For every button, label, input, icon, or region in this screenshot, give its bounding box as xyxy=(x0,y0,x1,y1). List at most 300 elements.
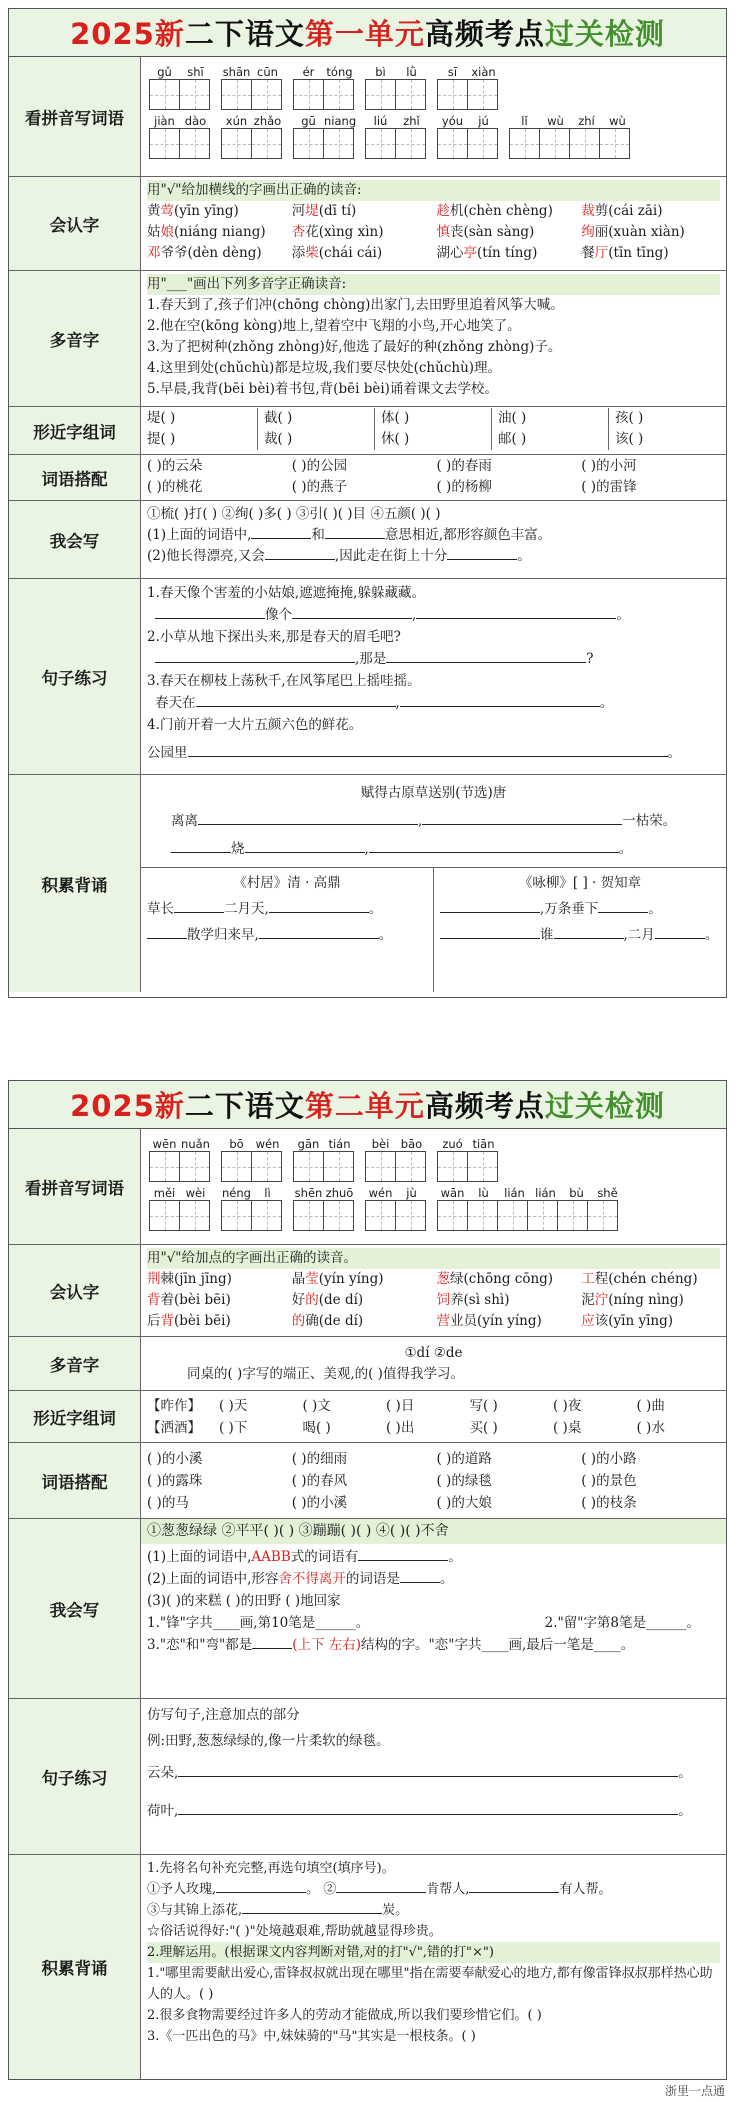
writing-boxes xyxy=(293,1151,355,1182)
collocation-cell: ( )的雷锋 xyxy=(581,479,637,495)
answer-blank[interactable] xyxy=(155,618,265,619)
tianzige-box[interactable] xyxy=(251,128,282,159)
tianzige-box[interactable] xyxy=(323,128,354,159)
answer-blank[interactable] xyxy=(422,824,622,825)
polyphone-section xyxy=(9,1337,726,1391)
answer-blank[interactable] xyxy=(242,1913,382,1914)
answer-blank[interactable] xyxy=(198,824,418,825)
reading-options[interactable]: (de dí) xyxy=(318,1292,364,1308)
tianzige-box[interactable] xyxy=(149,128,180,159)
text: 离离 xyxy=(171,813,198,829)
pinyin-word xyxy=(365,1186,427,1231)
recognize-item xyxy=(147,1269,286,1290)
collocation-cell: ( )的细雨 xyxy=(291,1450,348,1467)
sentence-answer: 荷叶, 。 xyxy=(147,1803,692,1819)
tianzige-box[interactable] xyxy=(365,79,396,110)
collocation-row-2 xyxy=(147,477,720,498)
similar-cell: ( )文 xyxy=(302,1397,331,1414)
recite-line: ☆俗话说得好:"( )"处境越艰难,帮助就越显得珍贵。 xyxy=(147,1924,442,1939)
reading-options[interactable]: 花(xìng xìn) xyxy=(305,224,384,240)
text: ,万条垂下 xyxy=(540,901,599,917)
pinyin-syllable: wān xyxy=(440,1186,465,1200)
title-test: 过关检测 xyxy=(544,17,665,51)
judge-item: 1."哪里需要献出爱心,雷锋叔叔就出现在哪里"指在需要奉献爱心的地方,都有像雷锋叔叔那样热心助人的人。( ) xyxy=(147,1966,713,2002)
pinyin-syllable: sī xyxy=(447,65,458,79)
unit1-worksheet xyxy=(8,8,727,998)
tianzige-box[interactable] xyxy=(149,1151,180,1182)
tianzige-box[interactable] xyxy=(179,1151,210,1182)
target-char: 慎 xyxy=(436,224,450,240)
pinyin-word xyxy=(149,114,211,159)
text: 荷叶, xyxy=(147,1803,179,1819)
answer-blank[interactable] xyxy=(400,1582,440,1583)
pinyin-syllable: yóu xyxy=(441,114,464,128)
tianzige-box[interactable] xyxy=(149,1200,180,1231)
collocation-cell: ( )的枝条 xyxy=(581,1494,637,1511)
reading-options[interactable]: 确(de dí) xyxy=(305,1313,364,1329)
sentence-answer: ,那是 ? xyxy=(147,648,720,670)
pinyin-syllable: jù xyxy=(406,1186,417,1200)
reading-options[interactable]: (niáng niang) xyxy=(174,224,266,240)
answer-blank[interactable] xyxy=(251,538,311,539)
writing-boxes xyxy=(221,1200,283,1231)
section-label: 句子练习 xyxy=(9,579,141,774)
answer-blank[interactable] xyxy=(447,559,517,560)
collocation-cell: ( )的春雨 xyxy=(436,458,492,474)
text: 2."留"字第8笔是______。 xyxy=(544,1615,700,1631)
pinyin-word xyxy=(149,1186,211,1231)
collocation-section xyxy=(9,1443,726,1519)
sentence-example: 3.春天在柳枝上荡秋千,在风筝尾巴上摇哇摇。 xyxy=(147,673,421,689)
answer-blank[interactable] xyxy=(155,662,355,663)
section-label: 积累背诵 xyxy=(9,775,141,992)
reading-options[interactable]: 养(sì shì) xyxy=(450,1292,510,1308)
recognize-item xyxy=(292,1311,431,1332)
pinyin-text xyxy=(437,1186,623,1200)
answer-blank[interactable] xyxy=(147,938,187,939)
similar-cell: 该( ) xyxy=(615,431,644,447)
target-char: 莺 xyxy=(160,203,174,219)
pinyin-syllable: jú xyxy=(478,114,489,128)
writing-boxes xyxy=(149,128,211,159)
recognize-item xyxy=(292,201,431,222)
collocation-section xyxy=(9,455,726,501)
section-label: 形近字组词 xyxy=(9,407,141,454)
similar-cell: 堤( ) xyxy=(141,408,258,429)
similar-cell: ( )水 xyxy=(636,1419,665,1436)
tianzige-box[interactable] xyxy=(221,1151,252,1182)
answer-blank[interactable] xyxy=(178,1814,678,1815)
target-char: 亭 xyxy=(463,245,477,261)
reading-options[interactable]: 着(bèi bēi) xyxy=(160,1292,231,1308)
collocation-cell: ( )的桃花 xyxy=(147,479,203,495)
tianzige-box[interactable] xyxy=(527,1200,558,1231)
target-char: 应 xyxy=(581,1313,595,1329)
text: 河 xyxy=(291,203,306,219)
tianzige-box[interactable] xyxy=(509,128,540,159)
pinyin-syllable: wù xyxy=(609,114,626,128)
write-section xyxy=(9,1519,726,1699)
write-q5 xyxy=(147,1634,720,1656)
answer-blank[interactable] xyxy=(196,706,396,707)
text: 餐 xyxy=(581,245,595,261)
unit2-worksheet xyxy=(8,1080,727,2080)
tianzige-box[interactable] xyxy=(365,1200,396,1231)
target-char: 饲 xyxy=(436,1292,450,1308)
similar-cell: ( )夜 xyxy=(553,1397,582,1414)
similar-cell: ( )桌 xyxy=(553,1419,582,1436)
pinyin-word xyxy=(437,65,499,110)
pinyin-syllable: zhuō xyxy=(325,1186,354,1200)
polyphone-item: 2.他在空(kōng kòng)地上,望着空中飞翔的小鸟,开心地笑了。 xyxy=(147,318,521,334)
tianzige-box[interactable] xyxy=(599,128,630,159)
pinyin-syllable: ér xyxy=(302,65,315,79)
reading-options[interactable]: (bèi bēi) xyxy=(174,1313,231,1329)
reading-options[interactable]: 棘(jīn jīng) xyxy=(160,1271,232,1287)
title-topic: 高频考点 xyxy=(424,1089,545,1123)
pinyin-syllable: bù xyxy=(569,1186,584,1200)
pinyin-text xyxy=(437,114,499,128)
poem-title: 赋得古原草送别(节选)唐 xyxy=(360,785,507,801)
reading-options[interactable]: (chái cái) xyxy=(318,245,383,261)
reading-options[interactable]: 爷爷(dèn dèng) xyxy=(160,245,262,261)
tianzige-box[interactable] xyxy=(221,79,252,110)
tianzige-box[interactable] xyxy=(323,79,354,110)
collocation-row-1 xyxy=(147,456,720,477)
similar-cell: 写( ) xyxy=(469,1397,498,1414)
pinyin-syllable: wén xyxy=(368,1186,393,1200)
tianzige-box[interactable] xyxy=(539,128,570,159)
pinyin-word xyxy=(365,114,427,159)
tianzige-box[interactable] xyxy=(293,1200,324,1231)
reading-options[interactable]: (níng nìng) xyxy=(608,1292,684,1308)
text: 姑 xyxy=(147,224,161,240)
text: 肯帮人, xyxy=(426,1882,470,1897)
target-char: 的 xyxy=(305,1292,319,1308)
pinyin-text xyxy=(149,1137,211,1151)
writing-boxes xyxy=(149,1151,211,1182)
reading-options[interactable]: 程(chén chéng) xyxy=(594,1271,698,1287)
answer-blank[interactable] xyxy=(369,852,619,853)
pinyin-syllable: lù xyxy=(478,1186,489,1200)
reading-options[interactable]: (tín tíng) xyxy=(477,245,538,261)
recognize-item xyxy=(292,1290,431,1311)
writing-boxes xyxy=(365,1151,427,1182)
pinyin-text xyxy=(437,1137,499,1151)
text: 一枯荣。 xyxy=(622,813,677,829)
title-grade: 二下语文 xyxy=(184,1089,305,1123)
answer-blank[interactable] xyxy=(292,618,412,619)
polyphone-item: 5.早晨,我背(bēi bèi)着书包,背(bēi bèi)诵着课文去学校。 xyxy=(147,381,498,397)
pinyin-word xyxy=(437,1137,499,1182)
tianzige-box[interactable] xyxy=(557,1200,588,1231)
answer-blank[interactable] xyxy=(252,1648,292,1649)
writing-boxes xyxy=(293,1200,355,1231)
tianzige-box[interactable] xyxy=(467,128,498,159)
tianzige-box[interactable] xyxy=(221,1200,252,1231)
target-char: 荆 xyxy=(147,1271,161,1287)
title-unit: 第二单元 xyxy=(304,1089,425,1123)
answer-blank[interactable] xyxy=(174,912,224,913)
sentence-example: 4.门前开着一大片五颜六色的鲜花。 xyxy=(147,717,363,733)
text: 意思相近,都形容颜色丰富。 xyxy=(384,527,552,543)
similar-cell: ( )日 xyxy=(386,1397,415,1414)
similar-cell: 邮( ) xyxy=(492,429,609,450)
target-char: 厅 xyxy=(594,245,609,261)
tianzige-box[interactable] xyxy=(323,1151,354,1182)
section-label: 句子练习 xyxy=(9,1699,141,1854)
polyphone-item: 同桌的( )字写的端正、美观,的( )值得我学习。 xyxy=(187,1365,464,1382)
collocation-row-3 xyxy=(147,1492,720,1514)
pinyin-text xyxy=(293,1186,355,1200)
tianzige-box[interactable] xyxy=(569,128,600,159)
write-q3: (3)( )的来糕 ( )的田野 ( )地回家 xyxy=(147,1593,341,1609)
similar-section xyxy=(9,407,726,455)
section-label: 我会写 xyxy=(9,1519,141,1698)
recognize-item xyxy=(437,243,576,264)
sentence-answer: 公园里 。 xyxy=(147,745,681,761)
collocation-cell: ( )的马 xyxy=(147,1494,189,1511)
collocation-cell: ( )的云朵 xyxy=(147,458,203,474)
writing-boxes xyxy=(149,1200,211,1231)
reading-options[interactable]: 剪(cái zāi) xyxy=(594,203,663,219)
reading-options[interactable]: 丽(xuàn xiàn) xyxy=(594,224,685,240)
pinyin-word xyxy=(293,65,355,110)
tianzige-box[interactable] xyxy=(179,79,210,110)
answer-blank[interactable] xyxy=(325,538,385,539)
reading-options[interactable]: (yīn yīng) xyxy=(174,203,239,219)
answer-blank[interactable] xyxy=(188,756,668,757)
pinyin-syllable: lǜ xyxy=(406,65,417,79)
answer-blank[interactable] xyxy=(440,938,540,939)
collocation-cell: ( )的露珠 xyxy=(147,1472,203,1489)
answer-blank[interactable] xyxy=(171,852,231,853)
tianzige-box[interactable] xyxy=(293,1151,324,1182)
recognize-item xyxy=(292,222,431,243)
answer-blank[interactable] xyxy=(400,706,600,707)
pinyin-word xyxy=(221,1137,283,1182)
writing-boxes xyxy=(365,79,427,110)
sentence-example: 例:田野,葱葱绿绿的,像一片柔软的绿毯。 xyxy=(147,1733,390,1749)
reading-options[interactable]: (tīn tīng) xyxy=(608,245,669,261)
tianzige-box[interactable] xyxy=(179,1200,210,1231)
tianzige-box[interactable] xyxy=(437,128,468,159)
pinyin-text xyxy=(509,114,633,128)
pinyin-syllable: zhǐ xyxy=(403,114,420,128)
pinyin-word xyxy=(365,65,427,110)
poem-line: 烧 , 。 xyxy=(147,835,720,863)
reading-options[interactable]: (dī tí) xyxy=(318,203,357,219)
pinyin-text xyxy=(293,65,355,79)
recognize-section xyxy=(9,1245,726,1337)
answer-blank[interactable] xyxy=(245,852,365,853)
tianzige-box[interactable] xyxy=(149,79,180,110)
sentence-example: 2.小草从地下探出头来,那是春天的眉毛吧? xyxy=(147,629,401,645)
writing-boxes xyxy=(221,128,283,159)
tianzige-box[interactable] xyxy=(467,1151,498,1182)
recognize-item xyxy=(581,201,720,222)
tianzige-box[interactable] xyxy=(467,79,498,110)
tianzige-box[interactable] xyxy=(587,1200,618,1231)
pinyin-syllable: bèi xyxy=(371,1137,390,1151)
pinyin-syllable: gān xyxy=(297,1137,320,1151)
writing-boxes xyxy=(293,79,355,110)
recognize-section xyxy=(9,177,726,271)
reading-options[interactable]: 机(chèn chèng) xyxy=(450,203,553,219)
answer-blank[interactable] xyxy=(265,559,335,560)
tianzige-box[interactable] xyxy=(365,128,396,159)
answer-blank[interactable] xyxy=(469,1892,559,1893)
write-q2: (2)他长得漂亮,又会 ,因此走在街上十分 。 xyxy=(147,548,531,564)
text: 炭。 xyxy=(382,1903,409,1918)
text: 春天在 xyxy=(155,695,196,711)
poem-cunju: 《村居》清 · 高鼎 草长 二月天, 。 散学归来早, 。 xyxy=(141,868,434,992)
tianzige-box[interactable] xyxy=(251,1200,282,1231)
text: 云朵, xyxy=(147,1765,179,1781)
section-label: 会认字 xyxy=(9,177,141,270)
answer-blank[interactable] xyxy=(386,662,586,663)
reading-options[interactable]: 业员(yín yíng) xyxy=(450,1313,542,1329)
tianzige-box[interactable] xyxy=(437,1151,468,1182)
target-char: 柴 xyxy=(305,245,319,261)
section-label: 积累背诵 xyxy=(9,1855,141,2079)
tianzige-box[interactable] xyxy=(323,1200,354,1231)
pinyin-syllable: tiān xyxy=(472,1137,495,1151)
collocation-cell: ( )的小溪 xyxy=(291,1494,348,1511)
similar-cell: 买( ) xyxy=(469,1419,498,1436)
tianzige-box[interactable] xyxy=(365,1151,396,1182)
recite-q2: 2.理解运用。(根据课文内容判断对错,对的打"√",错的打"×") xyxy=(147,1942,720,1963)
target-char: 背 xyxy=(147,1292,161,1308)
tianzige-box[interactable] xyxy=(437,1200,468,1231)
pinyin-text xyxy=(293,1137,355,1151)
pinyin-syllable: dào xyxy=(184,114,207,128)
polyphone-item: 1.春天到了,孩子们冲(chōng chòng)出家门,去田野里追着风筝大喊。 xyxy=(147,297,564,313)
section-label: 形近字组词 xyxy=(9,1391,141,1442)
section-label: 看拼音写词语 xyxy=(9,1129,141,1244)
recite-section xyxy=(9,1855,726,2079)
pinyin-syllable: lǐ xyxy=(521,114,528,128)
target-char: 营 xyxy=(436,1313,450,1329)
pinyin-syllable: cūn xyxy=(257,65,278,79)
text: 的词语是 xyxy=(345,1571,400,1587)
writing-boxes xyxy=(437,1151,499,1182)
collocation-row-1 xyxy=(147,1448,720,1470)
pinyin-line-1 xyxy=(149,1137,718,1182)
pinyin-text xyxy=(221,1186,283,1200)
text: 烧 xyxy=(231,841,245,857)
pinyin-syllable: jiàn xyxy=(154,114,175,128)
answer-blank[interactable] xyxy=(440,912,540,913)
tianzige-box[interactable] xyxy=(497,1200,528,1231)
pinyin-syllable: niang xyxy=(324,114,357,128)
pinyin-syllable: liú xyxy=(373,114,388,128)
tianzige-box[interactable] xyxy=(221,128,252,159)
answer-blank[interactable] xyxy=(655,938,705,939)
answer-blank[interactable] xyxy=(358,1560,448,1561)
answer-blank[interactable] xyxy=(259,938,379,939)
text: 湖心 xyxy=(436,245,464,261)
collocation-cell: ( )的燕子 xyxy=(291,479,348,495)
recognize-item xyxy=(147,243,286,264)
target-char: 背 xyxy=(160,1313,174,1329)
polyphone-section xyxy=(9,271,726,407)
section-label: 看拼音写词语 xyxy=(9,57,141,176)
writing-boxes xyxy=(437,79,499,110)
answer-blank[interactable] xyxy=(554,938,624,939)
reading-options[interactable]: 绿(chōng cōng) xyxy=(450,1271,554,1287)
title-topic: 高频考点 xyxy=(424,17,545,51)
polyphone-item: 4.这里到处(chǔchù)都是垃圾,我们要尽快处(chǔchù)理。 xyxy=(147,360,502,376)
tianzige-box[interactable] xyxy=(437,79,468,110)
answer-blank[interactable] xyxy=(216,1892,306,1893)
text: 谁 xyxy=(540,927,554,943)
write-words: ①葱葱绿绿 ②平平( )( ) ③蹦蹦( )( ) ④( )( )不舍 xyxy=(141,1519,726,1544)
write-q1 xyxy=(147,525,720,546)
text: 1."锋"字共____画,第10笔是______。 xyxy=(147,1615,370,1631)
text: ② xyxy=(323,1882,337,1897)
target-char: 的 xyxy=(291,1313,306,1329)
tianzige-box[interactable] xyxy=(293,128,324,159)
text: 后 xyxy=(147,1313,161,1329)
collocation-cell: ( )的春风 xyxy=(291,1472,348,1489)
recognize-item xyxy=(581,1311,720,1332)
tianzige-box[interactable] xyxy=(251,79,282,110)
tianzige-box[interactable] xyxy=(395,1151,426,1182)
tianzige-box[interactable] xyxy=(395,128,426,159)
collocation-row-2 xyxy=(147,1470,720,1492)
answer-blank[interactable] xyxy=(598,912,648,913)
answer-blank[interactable] xyxy=(336,1892,426,1893)
answer-blank[interactable] xyxy=(178,1776,678,1777)
reading-options[interactable]: 该(yīn yīng) xyxy=(594,1313,673,1329)
similar-cell: ( )下 xyxy=(219,1419,248,1436)
poem-title: 《村居》清 · 高鼎 xyxy=(233,875,341,891)
text: ③与其锦上添花, xyxy=(147,1903,243,1918)
pinyin-text xyxy=(365,1186,427,1200)
recite-q1: 1.先将名句补充完整,再选句填空(填序号)。 xyxy=(147,1861,395,1876)
tianzige-box[interactable] xyxy=(179,128,210,159)
answer-blank[interactable] xyxy=(416,618,616,619)
answer-blank[interactable] xyxy=(269,912,369,913)
tianzige-box[interactable] xyxy=(395,79,426,110)
pinyin-text xyxy=(149,114,211,128)
tianzige-box[interactable] xyxy=(251,1151,282,1182)
similar-cell: 喝( ) xyxy=(302,1419,331,1436)
pinyin-text xyxy=(365,65,427,79)
reading-options[interactable]: 丧(sàn sàng) xyxy=(450,224,535,240)
pinyin-syllable: shī xyxy=(187,65,204,79)
pinyin-syllable: tián xyxy=(328,1137,351,1151)
poem-yongliu: 《咏柳》[ ] · 贺知章 ,万条垂下 。 谁 ,二月 。 xyxy=(434,868,726,992)
target-char: 泞 xyxy=(594,1292,609,1308)
pinyin-syllable: bì xyxy=(375,65,386,79)
pinyin-text xyxy=(221,1137,283,1151)
tianzige-box[interactable] xyxy=(293,79,324,110)
pinyin-syllable: shēn xyxy=(294,1186,323,1200)
text: ①予人玫瑰, xyxy=(147,1882,217,1897)
tianzige-box[interactable] xyxy=(467,1200,498,1231)
writing-boxes xyxy=(221,79,283,110)
pinyin-syllable: nuǎn xyxy=(181,1137,210,1151)
title-year: 2025新 xyxy=(70,17,185,51)
highlight-text: 舍不得离开 xyxy=(278,1571,346,1587)
pinyin-syllable: wù xyxy=(547,114,564,128)
reading-options[interactable]: (yín yíng) xyxy=(318,1271,384,1287)
tianzige-box[interactable] xyxy=(395,1200,426,1231)
pinyin-word xyxy=(437,114,499,159)
polyphone-item: 3.为了把树种(zhǒng zhòng)好,他选了最好的种(zhǒng zhòng)子。 xyxy=(147,339,562,355)
